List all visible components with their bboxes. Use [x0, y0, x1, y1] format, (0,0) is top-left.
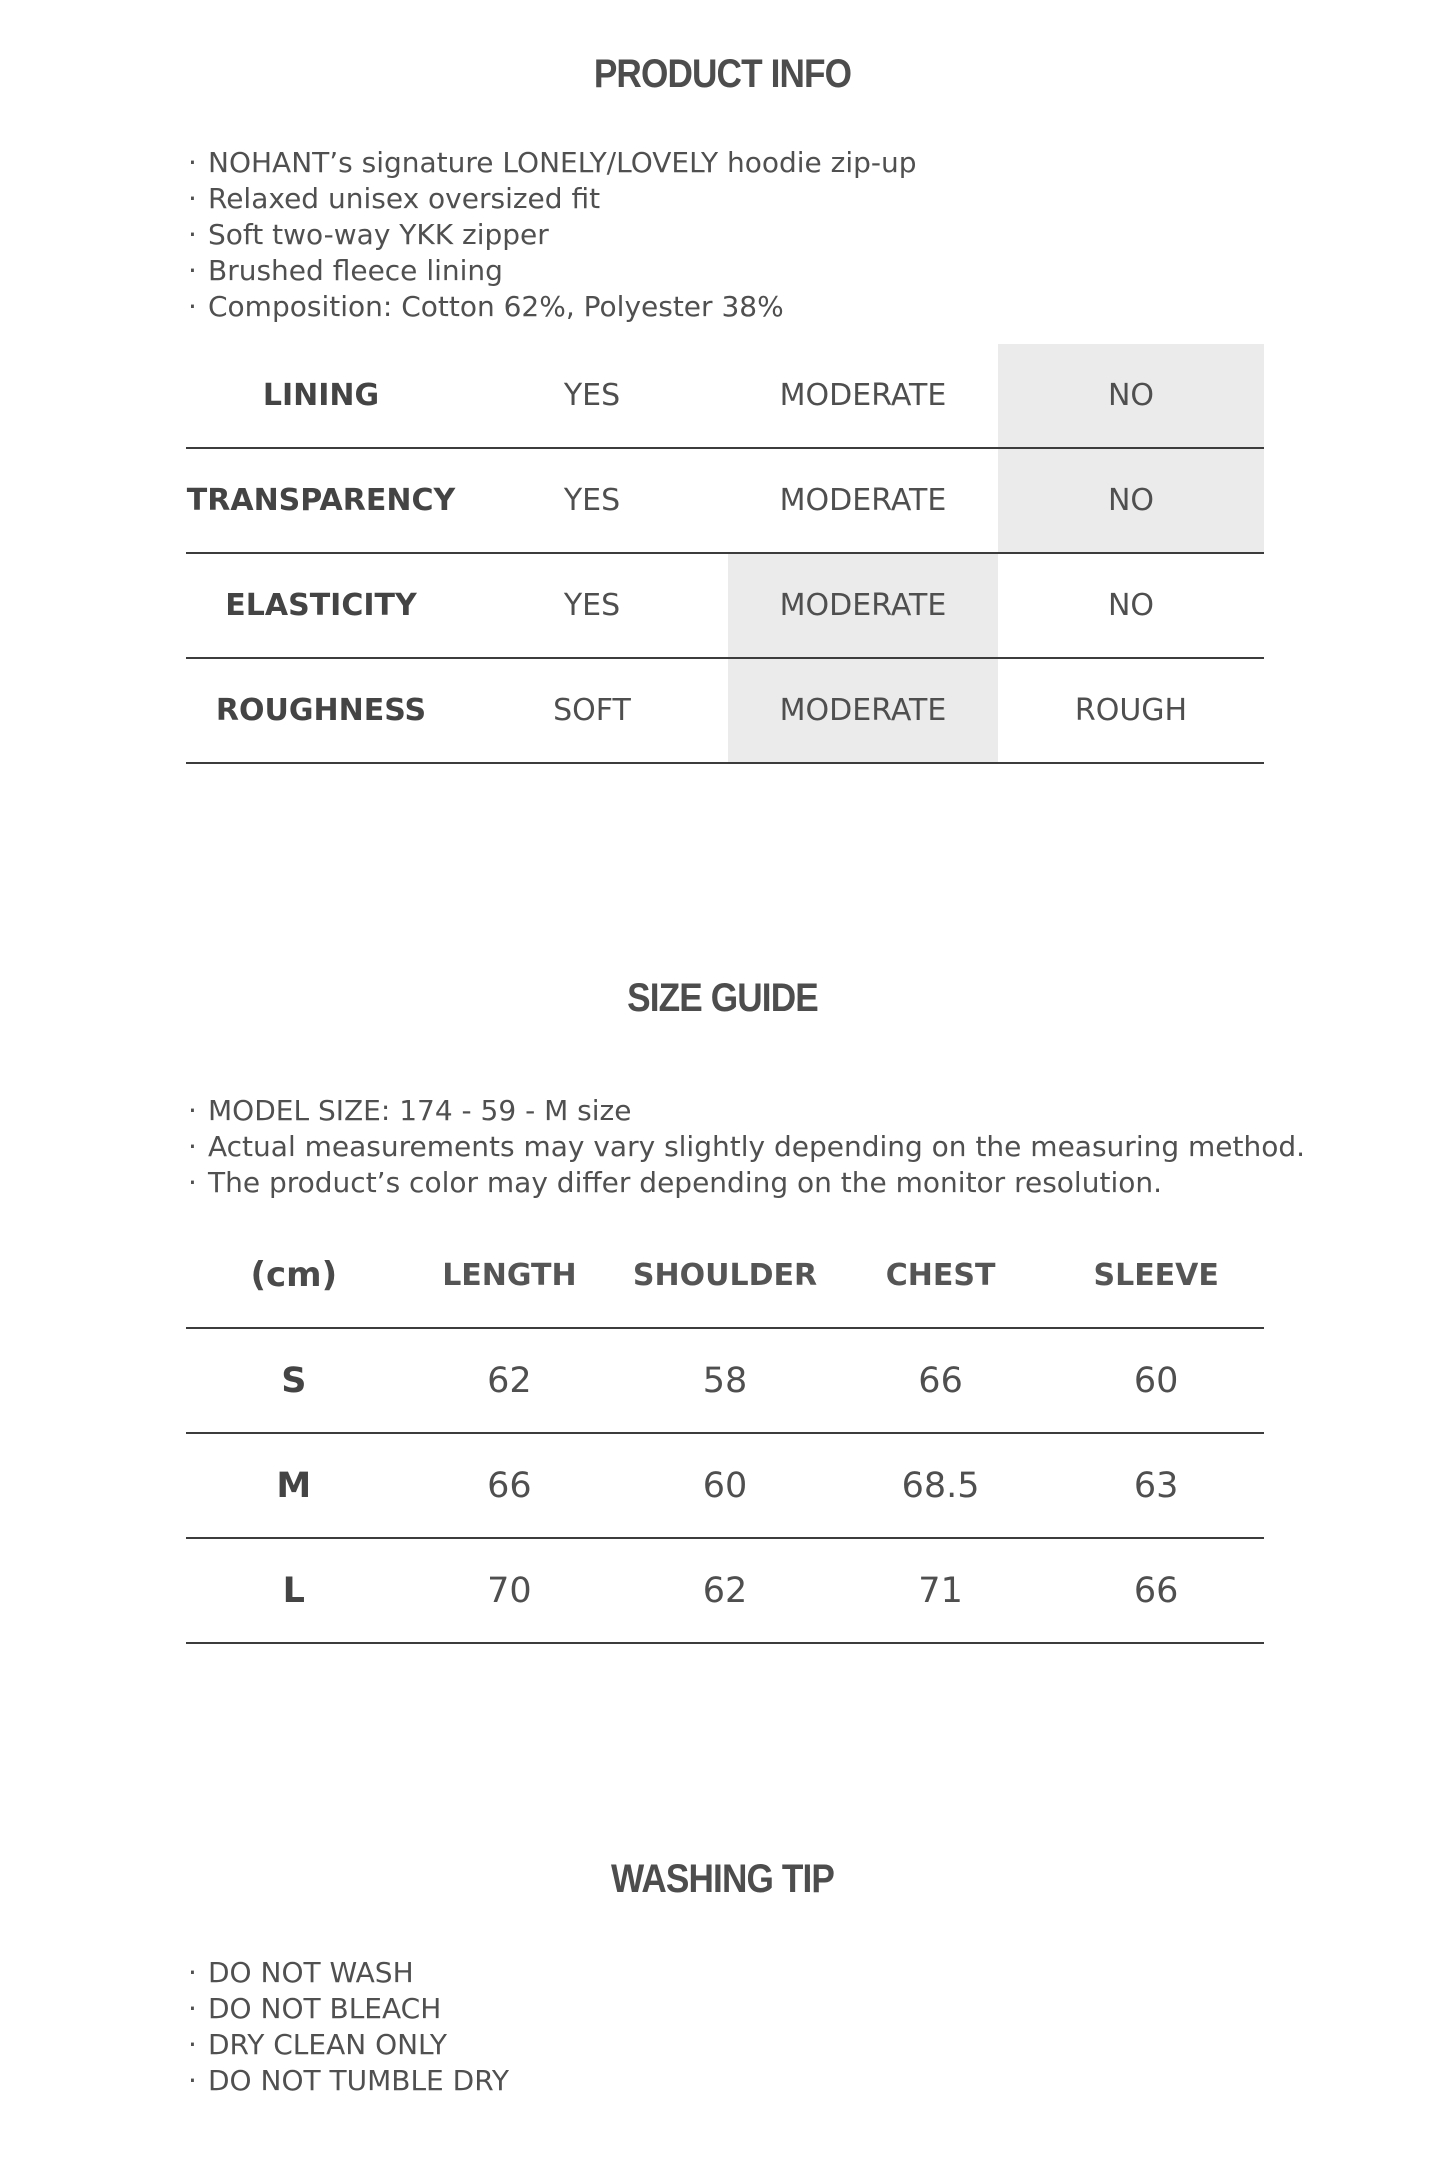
- shoulder-header: SHOULDER: [617, 1223, 833, 1328]
- table-cell: 60: [1048, 1328, 1264, 1433]
- attribute-option: YES: [456, 553, 728, 658]
- sleeve-header: SLEEVE: [1048, 1223, 1264, 1328]
- length-header: LENGTH: [402, 1223, 618, 1328]
- table-cell: 63: [1048, 1433, 1264, 1538]
- list-item: · Relaxed unisex oversized fit: [188, 181, 917, 217]
- table-cell: 60: [617, 1433, 833, 1538]
- attribute-option: YES: [456, 448, 728, 553]
- size-table: [186, 1223, 1264, 1644]
- table-cell: 68.5: [833, 1433, 1049, 1538]
- attribute-option: NO: [998, 553, 1264, 658]
- attribute-option: SOFT: [456, 658, 728, 763]
- attribute-option-selected: NO: [998, 448, 1264, 553]
- attribute-row: [186, 553, 1264, 658]
- attribute-option-selected: MODERATE: [728, 553, 998, 658]
- size-label: M: [186, 1433, 402, 1538]
- table-row: [186, 1328, 1264, 1433]
- list-item: · MODEL SIZE: 174 - 59 - M size: [188, 1093, 1305, 1129]
- attribute-label: ELASTICITY: [186, 553, 456, 658]
- size-guide-notes: [188, 1093, 1305, 1201]
- table-cell: 62: [617, 1538, 833, 1643]
- table-row: [186, 1433, 1264, 1538]
- list-item: · DO NOT TUMBLE DRY: [188, 2063, 509, 2099]
- attribute-option: YES: [456, 344, 728, 448]
- attribute-option: ROUGH: [998, 658, 1264, 763]
- list-item: · DO NOT BLEACH: [188, 1991, 509, 2027]
- unit-header: (cm): [186, 1223, 402, 1328]
- size-table-header: [186, 1223, 1264, 1328]
- table-cell: 66: [402, 1433, 618, 1538]
- list-item: · Composition: Cotton 62%, Polyester 38%: [188, 289, 917, 325]
- list-item: · Soft two-way YKK zipper: [188, 217, 917, 253]
- attribute-option-selected: MODERATE: [728, 658, 998, 763]
- chest-header: CHEST: [833, 1223, 1049, 1328]
- size-guide-title: SIZE GUIDE: [627, 976, 818, 1020]
- size-label: L: [186, 1538, 402, 1643]
- table-cell: 71: [833, 1538, 1049, 1643]
- table-cell: 58: [617, 1328, 833, 1433]
- list-item: · Brushed fleece lining: [188, 253, 917, 289]
- attribute-option-selected: NO: [998, 344, 1264, 448]
- table-row: [186, 1538, 1264, 1643]
- product-info-title: PRODUCT INFO: [593, 52, 852, 96]
- table-cell: 70: [402, 1538, 618, 1643]
- fabric-attributes-table: [186, 344, 1264, 764]
- attribute-option: MODERATE: [728, 448, 998, 553]
- washing-tip-list: [188, 1955, 509, 2099]
- list-item: · NOHANT’s signature LONELY/LOVELY hoodie zip-up: [188, 145, 917, 181]
- attribute-row: [186, 344, 1264, 448]
- table-cell: 62: [402, 1328, 618, 1433]
- product-info-list: [188, 145, 917, 325]
- list-item: · DRY CLEAN ONLY: [188, 2027, 509, 2063]
- list-item: · DO NOT WASH: [188, 1955, 509, 1991]
- list-item: · Actual measurements may vary slightly depending on the measuring method.: [188, 1129, 1305, 1165]
- attribute-label: ROUGHNESS: [186, 658, 456, 763]
- table-cell: 66: [833, 1328, 1049, 1433]
- attribute-row: [186, 658, 1264, 763]
- washing-tip-title: WASHING TIP: [610, 1857, 835, 1901]
- list-item: · The product’s color may differ depending on the monitor resolution.: [188, 1165, 1305, 1201]
- attribute-label: LINING: [186, 344, 456, 448]
- attribute-row: [186, 448, 1264, 553]
- table-cell: 66: [1048, 1538, 1264, 1643]
- size-label: S: [186, 1328, 402, 1433]
- attribute-option: MODERATE: [728, 344, 998, 448]
- attribute-label: TRANSPARENCY: [186, 448, 456, 553]
